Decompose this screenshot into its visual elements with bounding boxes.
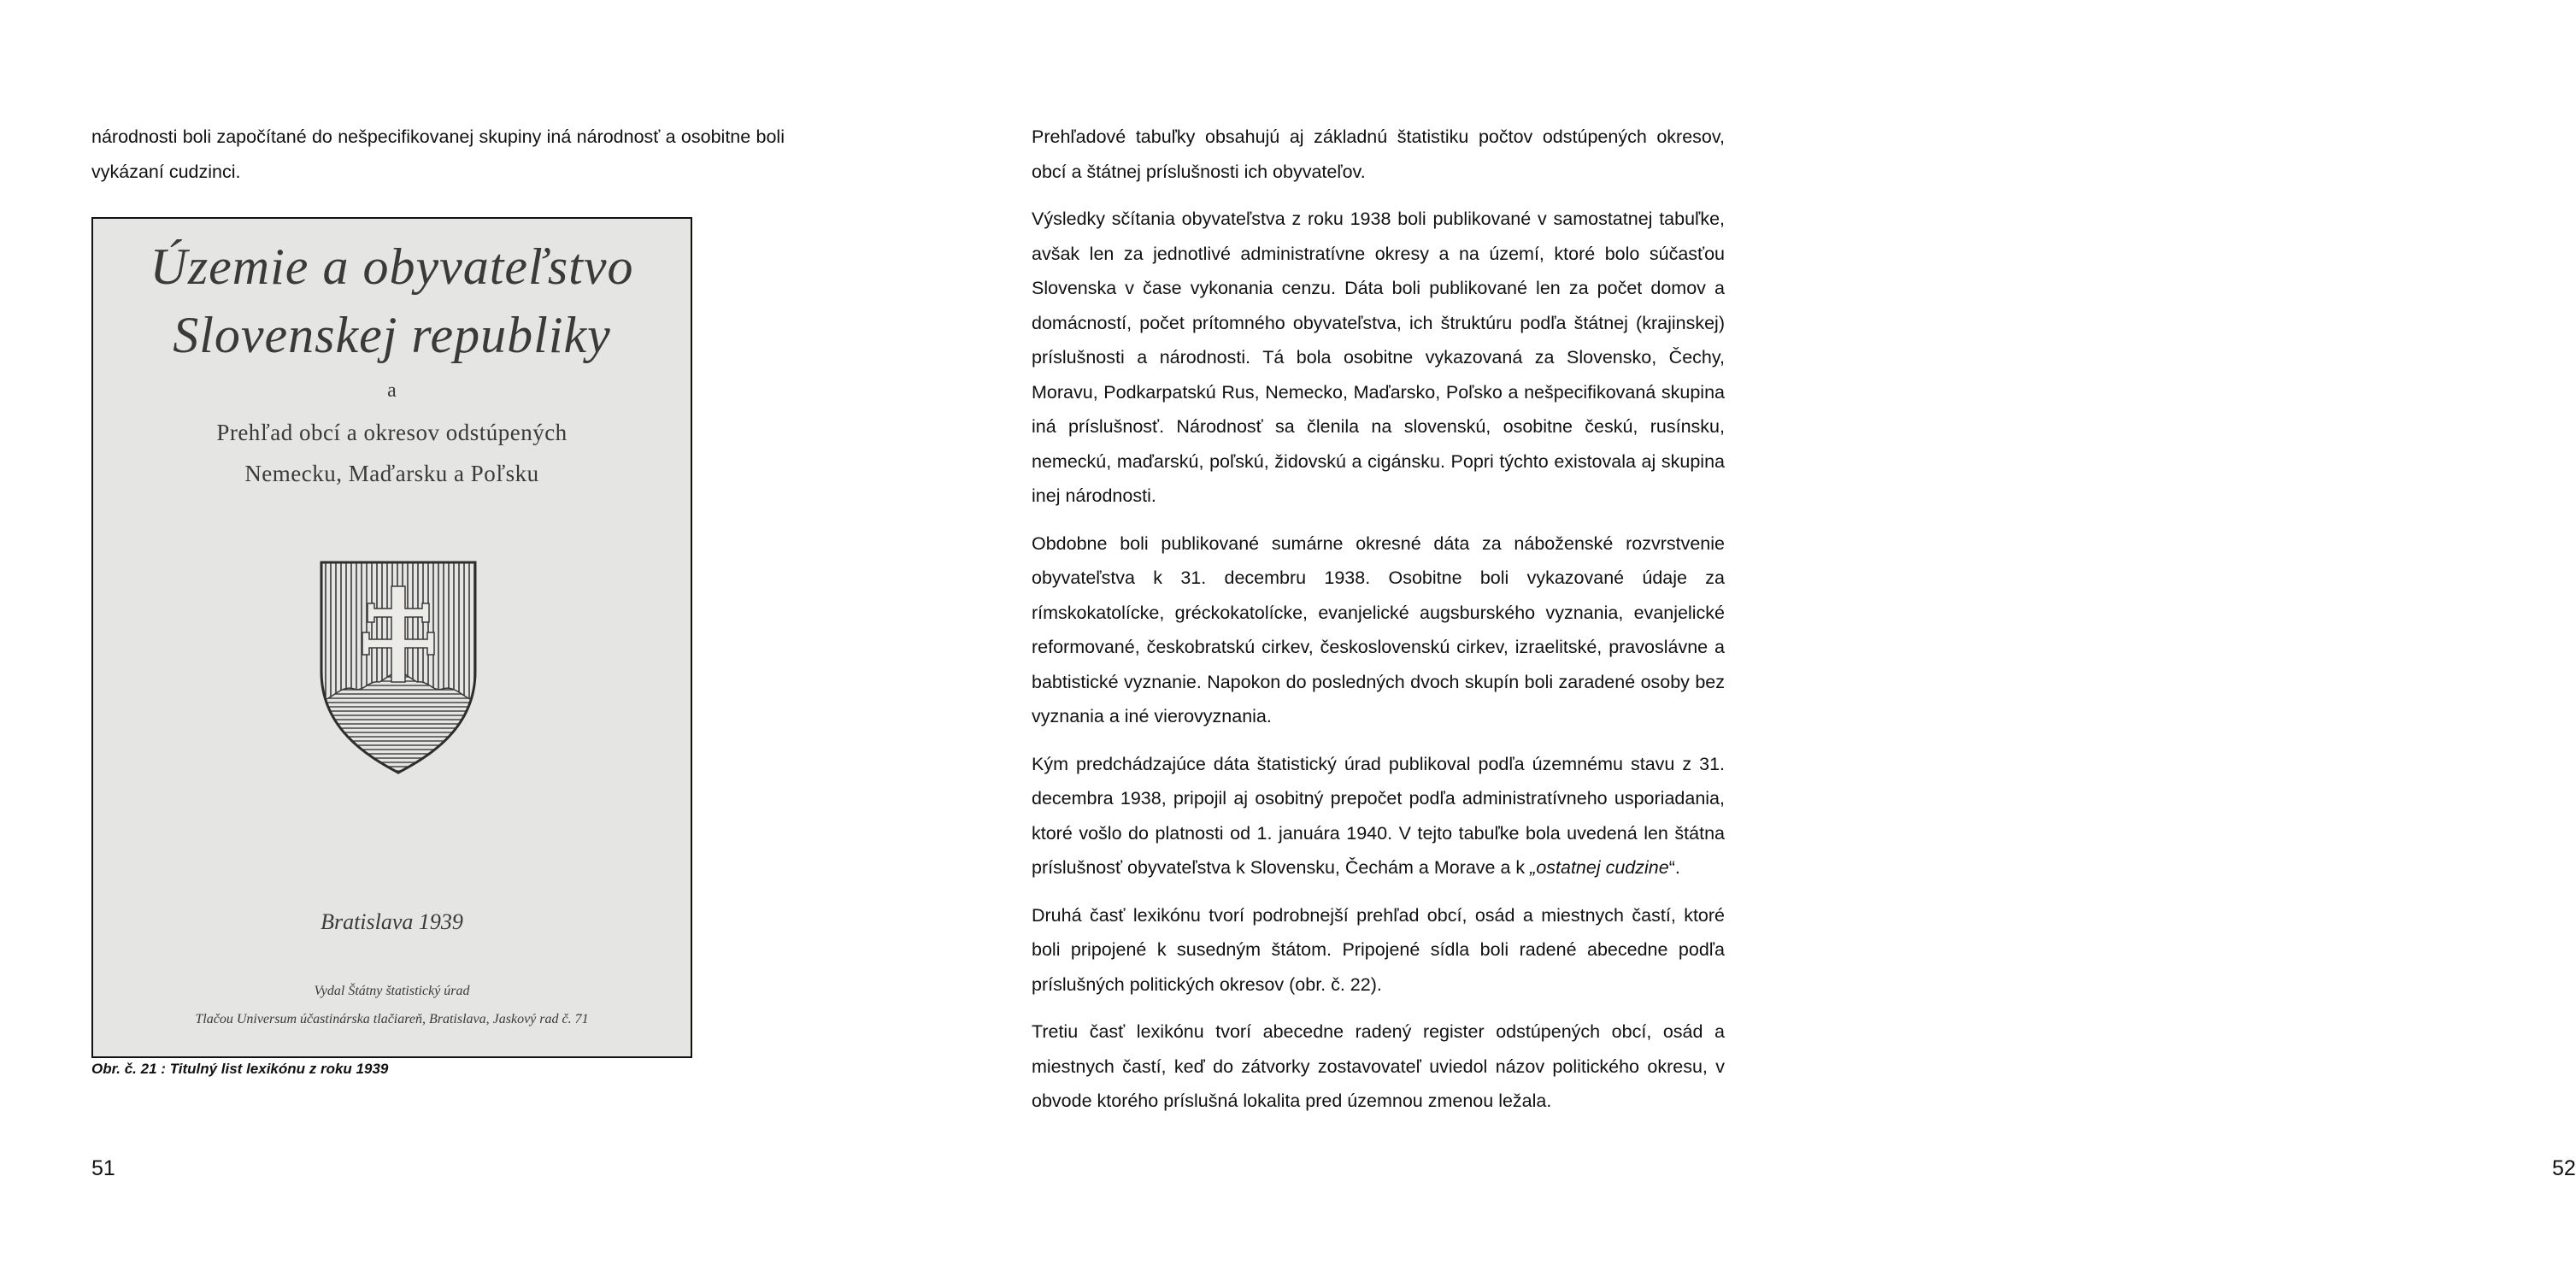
right-paragraph-2: Výsledky sčítania obyvateľstva z roku 1938 boli publikované v samostatnej tabuľke, avšak len za jednotlivé administratívne okresy a na území, ktoré bolo súčasťou Slovenska v čase vykonania cenzu. Dáta boli publikované len za počet domov a domácností, počet prítomného obyvateľstva, ich štruktúru podľa štátnej (krajinskej) príslušnosti a národnosti. Tá bola osobitne vykazovaná za Slovensko, Čechy, Moravu, Podkarpatskú Rus, Nemecko, Maďarsko, Poľsko a nešpecifikovaná skupina iná príslušnosť. Národnosť sa členila na slovenskú, osobitne českú, rusínsku, nemeckú, maďarskú, poľskú, židovskú a cigánsku. Popri týchto existovala aj skupina inej národnosti. — [1032, 209, 1725, 506]
figure-subtitle-line-1: Prehľad obcí a okresov odstúpených — [216, 420, 568, 445]
page-number-left: 51 — [91, 1156, 115, 1180]
figure-caption: Obr. č. 21 : Titulný list lexikónu z roku 1939 — [91, 1061, 389, 1077]
right-paragraph-6: Tretiu časť lexikónu tvorí abecedne radený register odstúpených obcí, osád a miestnych častí, keď do zátvorky zostavovateľ uviedol názov politického okresu, v obvode ktorého príslušná lokalita pred územnou zmenou ležala. — [1032, 1021, 1725, 1111]
right-paragraph-3: Obdobne boli publikované sumárne okresné dáta za náboženské rozvrstvenie obyvateľstva k 31. decembru 1938. Osobitne boli vykazované údaje za rímskokatolícke, gréckokatolícke, evanjelické augsburského vyznania, evanjelické reformované, českobratskú cirkev, československú cirkev, izraelitské, pravoslávne a babtistické vyznanie. Napokon do posledných dvoch skupín boli zaradené osoby bez vyznania a iné vierovyznania. — [1032, 532, 1725, 726]
figure-subtitle-line-2: Nemecku, Maďarsku a Poľsku — [244, 461, 539, 486]
figure-publisher-line-1: Vydal Štátny štatistický úrad — [314, 984, 470, 998]
right-page — [904, 0, 2576, 1282]
page-number-right: 52 — [2552, 1156, 2576, 1180]
figure-publisher-line-2: Tlačou Universum účastinárska tlačiareň, Bratislava, Jaskový rad č. 71 — [195, 1012, 589, 1026]
figure-place-year: Bratislava 1939 — [321, 909, 463, 934]
slovak-coat-of-arms-icon — [320, 561, 477, 774]
left-body-text — [91, 120, 785, 202]
right-body-text — [1032, 120, 1725, 1132]
figure-conjunction: a — [387, 379, 397, 402]
figure-title-line-1: Územie a obyvateľstvo — [150, 238, 634, 295]
figure-title-line-2: Slovenskej republiky — [173, 307, 611, 363]
paragraph-4-italic: „ostatnej cudzine — [1530, 857, 1669, 878]
paragraph-4-end: “. — [1668, 857, 1680, 878]
left-paragraph-1: národnosti boli započítané do nešpecifikovanej skupiny iná národnosť a osobitne boli vykázaní cudzinci. — [91, 126, 785, 182]
right-paragraph-4 — [1032, 747, 1725, 885]
right-paragraph-1: Prehľadové tabuľky obsahujú aj základnú štatistiku počtov odstúpených okresov, obcí a štátnej príslušnosti ich obyvateľov. — [1032, 126, 1725, 182]
title-page-figure — [91, 217, 692, 1058]
left-page — [0, 0, 904, 1282]
paragraph-4-text: Kým predchádzajúce dáta štatistický úrad publikoval podľa územnému stavu z 31. decembra 1938, pripojil aj osobitný prepočet podľa administratívneho usporiadania, ktoré vošlo do platnosti od 1. januára 1940. V tejto tabuľke bola uvedená len štátna príslušnosť obyvateľstva k Slovensku, Čechám a Morave a k — [1032, 753, 1725, 878]
right-paragraph-5: Druhá časť lexikónu tvorí podrobnejší prehľad obcí, osád a miestnych častí, ktoré boli pripojené k susedným štátom. Pripojené sídla boli radené abecedne podľa príslušných politických okresov (obr. č. 22). — [1032, 904, 1725, 995]
